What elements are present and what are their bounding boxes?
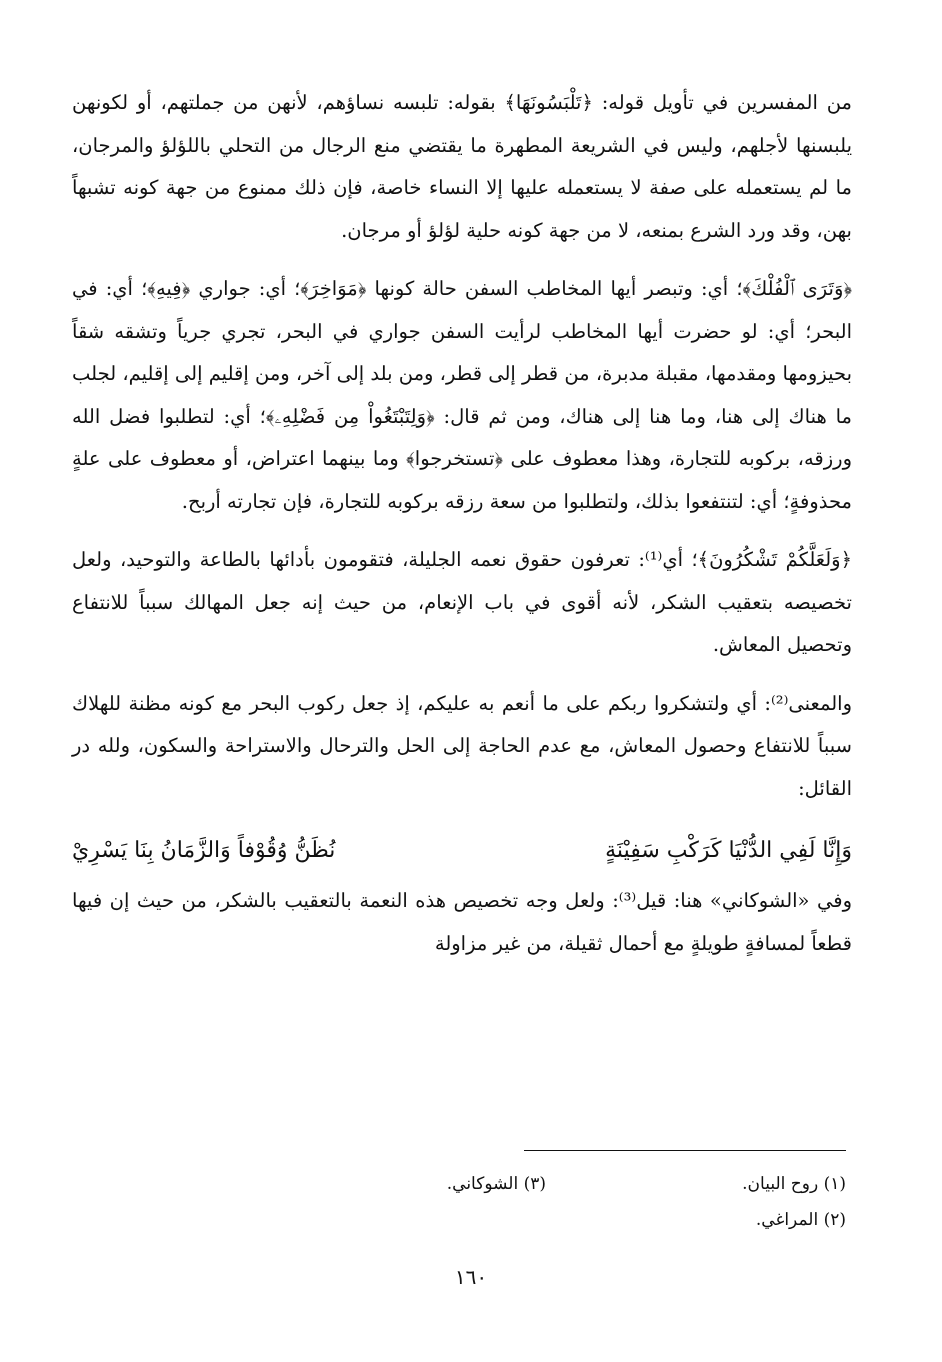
footnote-row [240,1202,846,1238]
footnote-1: (١) روح البيان. [742,1174,846,1194]
footnote-3: (٣) الشوكاني. [446,1174,546,1194]
paragraph-1: من المفسرين في تأويل قوله: ﴿تَلْبَسُونَهَا﴾ بقوله: تلبسه نساؤهم، لأنهن من جملتهم، أو لكونهن يلبسنها لأجلهم، وليس في الشريعة المطهرة ما يقتضي منع الرجال من التحلي باللؤلؤ والمرجان، ما لم يستعمله على صفة لا يستعمله عليها إلا النساء خاصة، فإن ذلك ممنوع من جهة كونه تشبهاً بهن، وقد ورد الشرع بمنعه، لا من جهة كونه حلية لؤلؤ أو مرجان. [72,91,852,242]
verse-second-hemistich: نُظَنُّ وُقُوْفاً وَالزَّمَانُ بِنَا يَسْرِيْ [72,838,336,863]
poetry-verse [72,826,852,876]
paragraph-3: ﴿وَلَعَلَّكُمْ تَشْكُرُونَ﴾؛ أي⁽¹⁾: تعرفون حقوق نعمه الجليلة، فتقومون بأدائها بالطاعة والتوحيد، ولعل تخصيصه بتعقيب الشكر، لأنه أقوى في باب الإنعام، من حيث إنه جعل المهالك سبباً للانتفاع وتحصيل المعاش. [72,548,852,656]
paragraph-4: والمعنى⁽²⁾: أي ولتشكروا ربكم على ما أنعم به عليكم، إذ جعل ركوب البحر مع كونه مظنة للهلاك سبباً للانتفاع وحصول المعاش، مع عدم الحاجة إلى الحل والترحال والاستراحة والسكون، ولله در القائل: [72,691,852,800]
verse-first-hemistich: وَإِنَّا لَفِي الدُّنْيَا كَرَكْبِ سَفِيْنَةٍ [605,838,852,863]
page-number: ١٦٠ [454,1265,488,1289]
footnotes [240,1166,846,1238]
footnote-row [240,1166,846,1202]
footnote-2: (٢) المراغي. [755,1210,846,1230]
paragraph-5: وفي «الشوكاني» هنا: قيل⁽³⁾: ولعل وجه تخصيص هذه النعمة بالتعقيب بالشكر، من حيث إن فيها قطعاً لمسافةٍ طويلةٍ مع أحمال ثقيلة، من غير مزاولة [72,889,852,955]
footnote-divider [524,1150,846,1151]
page-body [72,82,852,981]
paragraph-2: ﴿وَتَرَى ٱلْفُلْكَ﴾؛ أي: وتبصر أيها المخاطب السفن حالة كونها ﴿مَوَاخِرَ﴾؛ أي: جواري ﴿فِيهِ﴾؛ أي: في البحر؛ أي: لو حضرت أيها المخاطب لرأيت السفن جواري في البحر، تجري جرياً وتشقه شقاً بحيزومها ومقدمها، مقبلة مدبرة، من قطر إلى قطر، ومن بلد إلى آخر، ومن إقليم إلى إقليم، لجلب ما هناك إلى هنا، وما هنا إلى هناك، ومن ثم قال: ﴿وَلِتَبْتَغُواْ مِن فَضْلِهِۦ﴾؛ أي: لتطلبوا فضل الله ورزقه، بركوبه للتجارة، وهذا معطوف على ﴿تستخرجوا﴾ وما بينهما اعتراض، أو معطوف على علةٍ محذوفةٍ؛ أي: لتنتفعوا بذلك، ولتطلبوا من سعة رزقه بركوبه للتجارة، فإن تجارته أربح. [72,277,852,513]
